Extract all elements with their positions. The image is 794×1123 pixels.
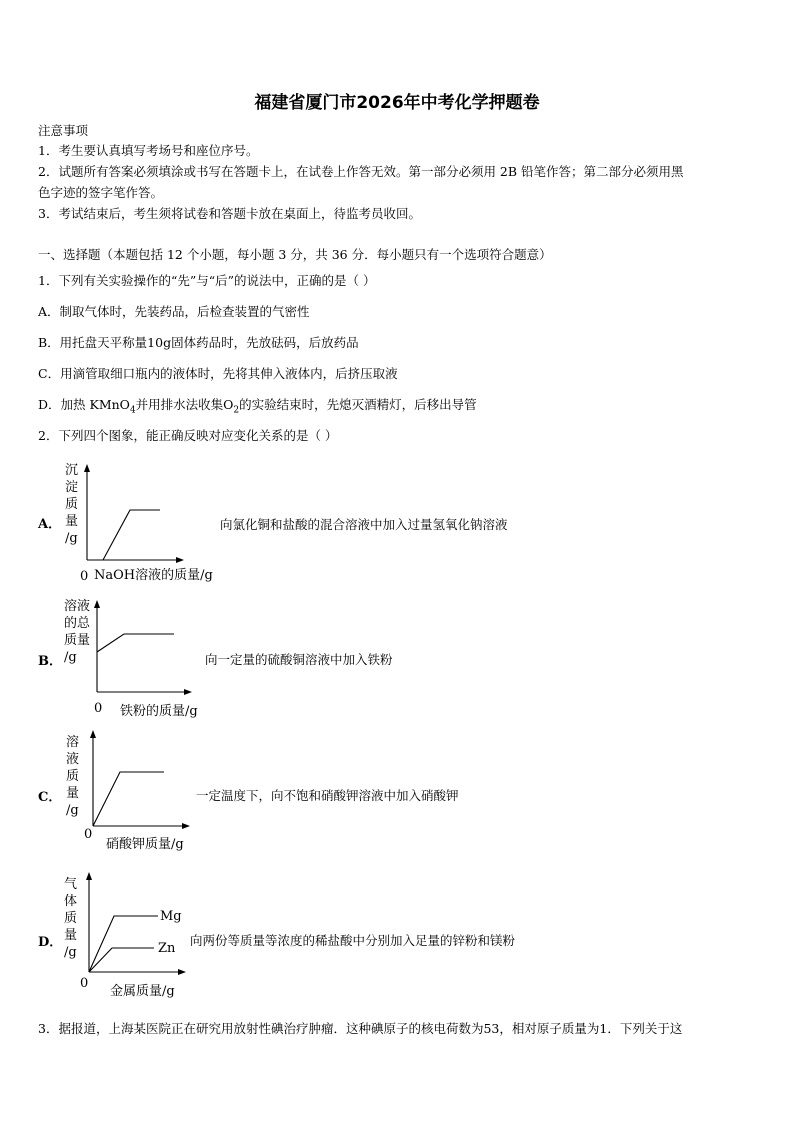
graph-a-description: 向氯化铜和盐酸的混合溶液中加入过量氢氧化钠溶液 [220,517,508,532]
graph-b-label: B． [38,654,62,669]
graph-c-curve [93,772,164,826]
notice-item-2-cont: 色字迹的签字笔作答。 [38,185,164,200]
graph-b-plot [88,598,198,696]
graph-a-curve [103,510,160,560]
graph-d-curve-mg [89,916,158,972]
graph-d-curve-zn [89,948,154,972]
graph-c-plot [84,728,196,832]
graph-b-xlabel: 铁粉的质量/g [120,704,198,719]
graph-d-series-zn: Zn [158,941,176,956]
question-1-option-b: B．用托盘天平称量10g固体药品时，先放砝码，后放药品 [38,335,359,350]
graph-c-ylabel: 溶 液 质 量 /g [66,735,80,818]
section-heading: 一、选择题（本题包括 12 个小题，每小题 3 分，共 36 分．每小题只有一个选项符合题意） [38,247,552,262]
graph-d-ylabel: 气 体 质 量 /g [64,877,78,960]
graph-b-curve [97,634,174,652]
notice-heading: 注意事项 [38,123,89,138]
graph-c-y-arrow [90,730,96,738]
graph-b-x-arrow [184,689,192,695]
graph-a-xlabel: NaOH溶液的质量/g [94,568,213,583]
graph-d-xlabel: 金属质量/g [110,984,175,999]
graph-b-ylabel: 溶液 的总 质量 /g [64,599,91,665]
graph-a-plot [78,462,198,566]
graph-a-label: A． [38,517,62,532]
question-1-option-c: C．用滴管取细口瓶内的液体时，先将其伸入液体内，后挤压取液 [38,366,398,381]
notice-item-1: 1．考生要认真填写考场号和座位序号。 [38,143,259,158]
subscript-2: 2 [233,405,240,416]
graph-a-x-arrow [176,557,184,563]
graph-d-description: 向两份等质量等浓度的稀盐酸中分别加入足量的锌粉和镁粉 [190,933,516,948]
notice-item-2: 2．试题所有答案必须填涂或书写在答题卡上，在试卷上作答无效。第一部分必须用 2B 铅笔作答；第二部分必须用黑 [38,164,684,179]
question-2-stem: 2．下列四个图象，能正确反映对应变化关系的是（ ） [38,428,338,443]
graph-a-ylabel: 沉 淀 质 量 /g [65,463,79,546]
graph-b-origin: 0 [94,701,103,716]
graph-d-y-arrow [86,872,92,880]
page-title: 福建省厦门市2026年中考化学押题卷 [254,93,540,113]
graph-b-y-arrow [94,600,100,608]
option-d-text-3: 的实验结束时，先熄灭酒精灯，后移出导管 [239,397,477,412]
graph-a-origin: 0 [80,569,89,584]
graph-d-x-arrow [178,969,186,975]
graph-d-origin: 0 [80,976,89,991]
graph-b-description: 向一定量的硫酸铜溶液中加入铁粉 [205,652,393,667]
question-1-stem: 1．下列有关实验操作的“先”与“后”的说法中，正确的是（ ） [38,273,376,288]
graph-c-label: C． [38,790,62,805]
notice-item-3: 3．考试结束后，考生须将试卷和答题卡放在桌面上，待监考员收回。 [38,206,421,221]
graph-a-y-arrow [84,464,90,472]
graph-d-label: D． [38,935,63,950]
graph-c-description: 一定温度下，向不饱和硝酸钾溶液中加入硝酸钾 [196,788,459,803]
question-3-stem: 3．据报道，上海某医院正在研究用放射性碘治疗肿瘤．这种碘原子的核电荷数为53，相对原子质量为1．下列关于这 [38,1021,683,1036]
graph-c-origin: 0 [84,827,93,842]
graph-c-x-arrow [182,823,190,829]
graph-c-xlabel: 硝酸钾质量/g [106,837,184,852]
option-d-text-1: D．加热 KMnO [38,397,130,412]
graph-d-series-mg: Mg [160,909,182,924]
question-1-option-a: A．制取气体时，先装药品，后检查装置的气密性 [38,304,310,319]
subscript-4: 4 [129,405,136,416]
option-d-text-2: 并用排水法收集O [135,397,234,412]
question-1-option-d [38,395,477,416]
